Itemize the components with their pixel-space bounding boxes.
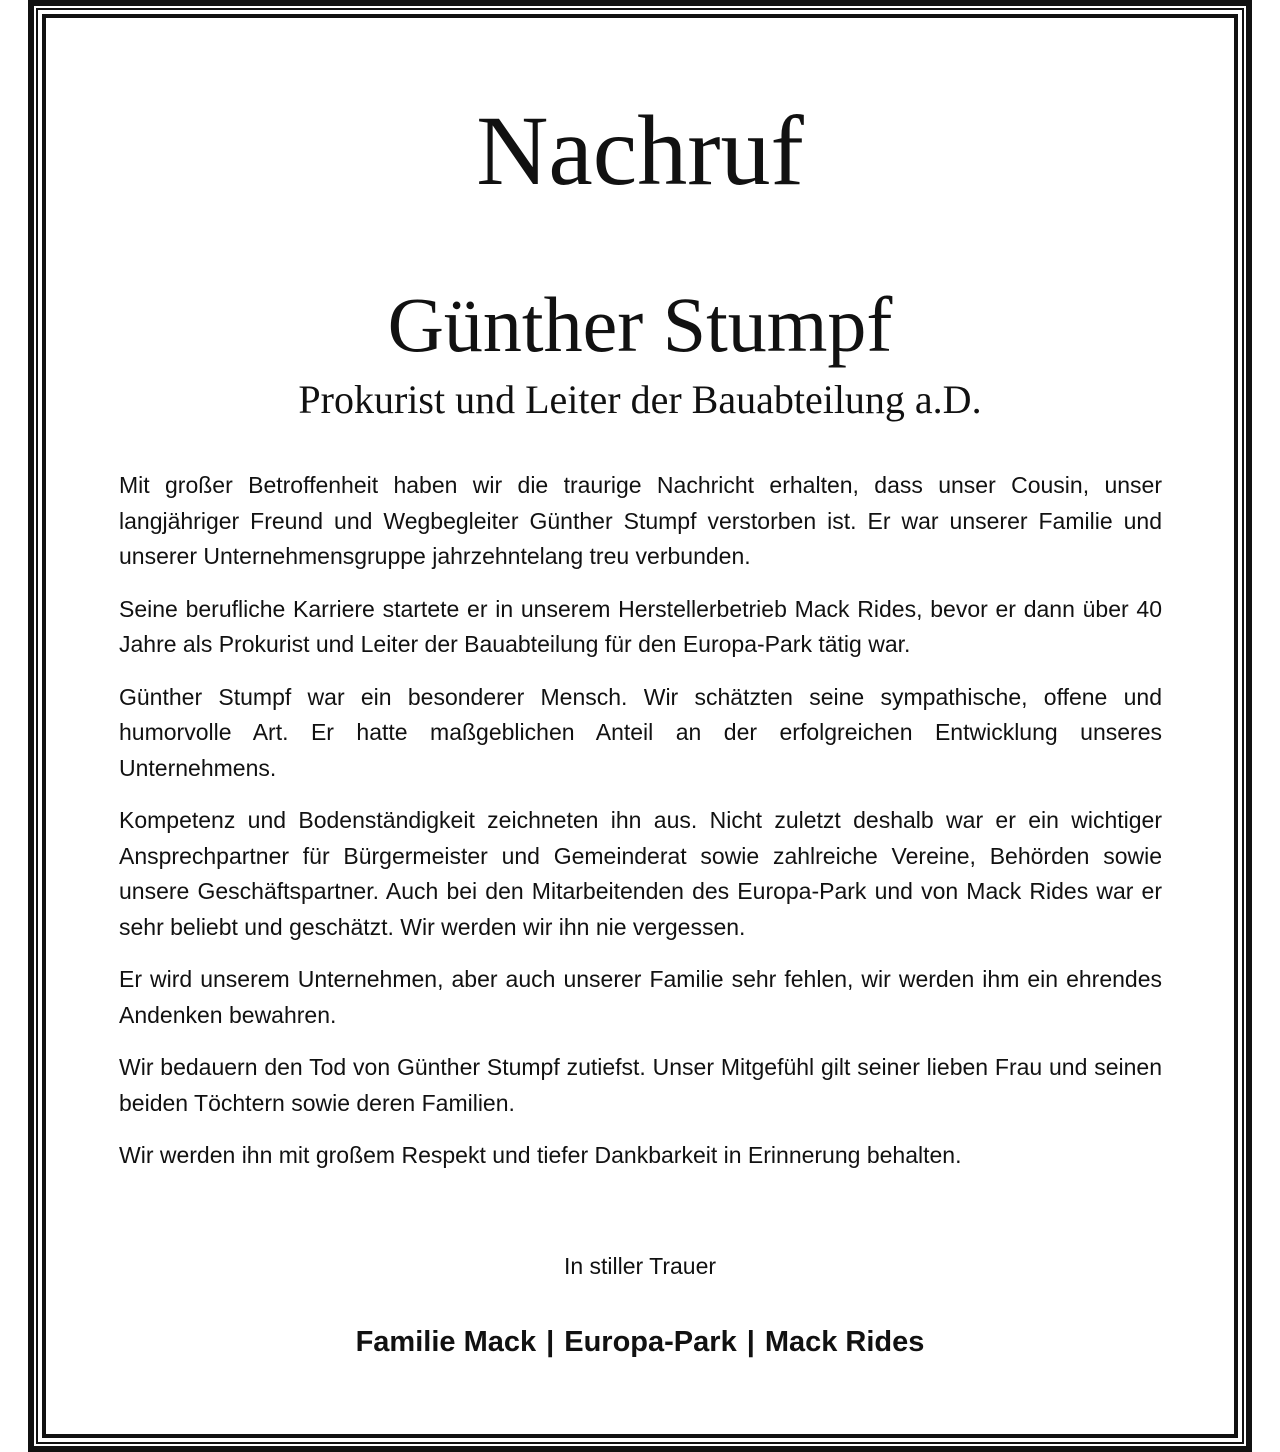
paragraph-3: Günther Stumpf war ein besonderer Mensch. Wir schätzten seine sympathische, offene und humorvolle Art. Er hatte maßgeblichen Anteil an der erfolgreichen Entwicklung unseres Unternehmens. xyxy=(119,683,1162,781)
deceased-role: Prokurist und Leiter der Bauabteilung a.D. xyxy=(298,377,982,422)
paragraph-1: Mit großer Betroffenheit haben wir die traurige Nachricht erhalten, dass unser Cousin, unser langjähriger Freund und Wegbegleiter Günther Stumpf verstorben ist. Er war unserer Familie und unserer Unternehmensgruppe jahrzehntelang treu verbunden. xyxy=(119,472,1162,569)
signature-separator: | xyxy=(546,1326,555,1358)
paragraph-4: Kompetenz und Bodenständigkeit zeichneten ihn aus. Nicht zuletzt deshalb war er ein wichtiger Ansprechpartner für Bürgermeister und Gemeinderat sowie zahlreiche Vereine, Behörden sowie unsere Geschäftspartner. Auch bei den Mitarbeitenden des Europa-Park und von Mack Rides war er sehr beliebt und geschätzt. Wir werden wir ihn nie vergessen. xyxy=(119,807,1162,940)
signature-separator: | xyxy=(746,1326,755,1358)
obituary-body xyxy=(119,468,1162,1191)
signature-family: Familie Mack xyxy=(355,1326,537,1358)
paragraph-6: Wir bedauern den Tod von Günther Stumpf zutiefst. Unser Mitgefühl gilt seiner lieben Frau und seinen beiden Töchtern sowie deren Familien. xyxy=(119,1054,1162,1116)
signature-mack-rides: Mack Rides xyxy=(764,1326,925,1358)
signature-line xyxy=(0,1322,1280,1362)
paragraph-2: Seine berufliche Karriere startete er in unserem Herstellerbetrieb Mack Rides, bevor er dann über 40 Jahre als Prokurist und Leiter der Bauabteilung für den Europa-Park tätig war. xyxy=(119,595,1162,657)
closing-line: In stiller Trauer xyxy=(563,1253,717,1279)
obituary-title: Nachruf xyxy=(476,95,804,206)
deceased-name: Günther Stumpf xyxy=(387,281,893,368)
paragraph-7: Wir werden ihn mit großem Respekt und tiefer Dankbarkeit in Erinnerung behalten. xyxy=(119,1142,962,1168)
signature-europa-park: Europa-Park xyxy=(564,1326,737,1358)
paragraph-5: Er wird unserem Unternehmen, aber auch unserer Familie sehr fehlen, wir werden ihm ein ehrendes Andenken bewahren. xyxy=(119,966,1162,1028)
